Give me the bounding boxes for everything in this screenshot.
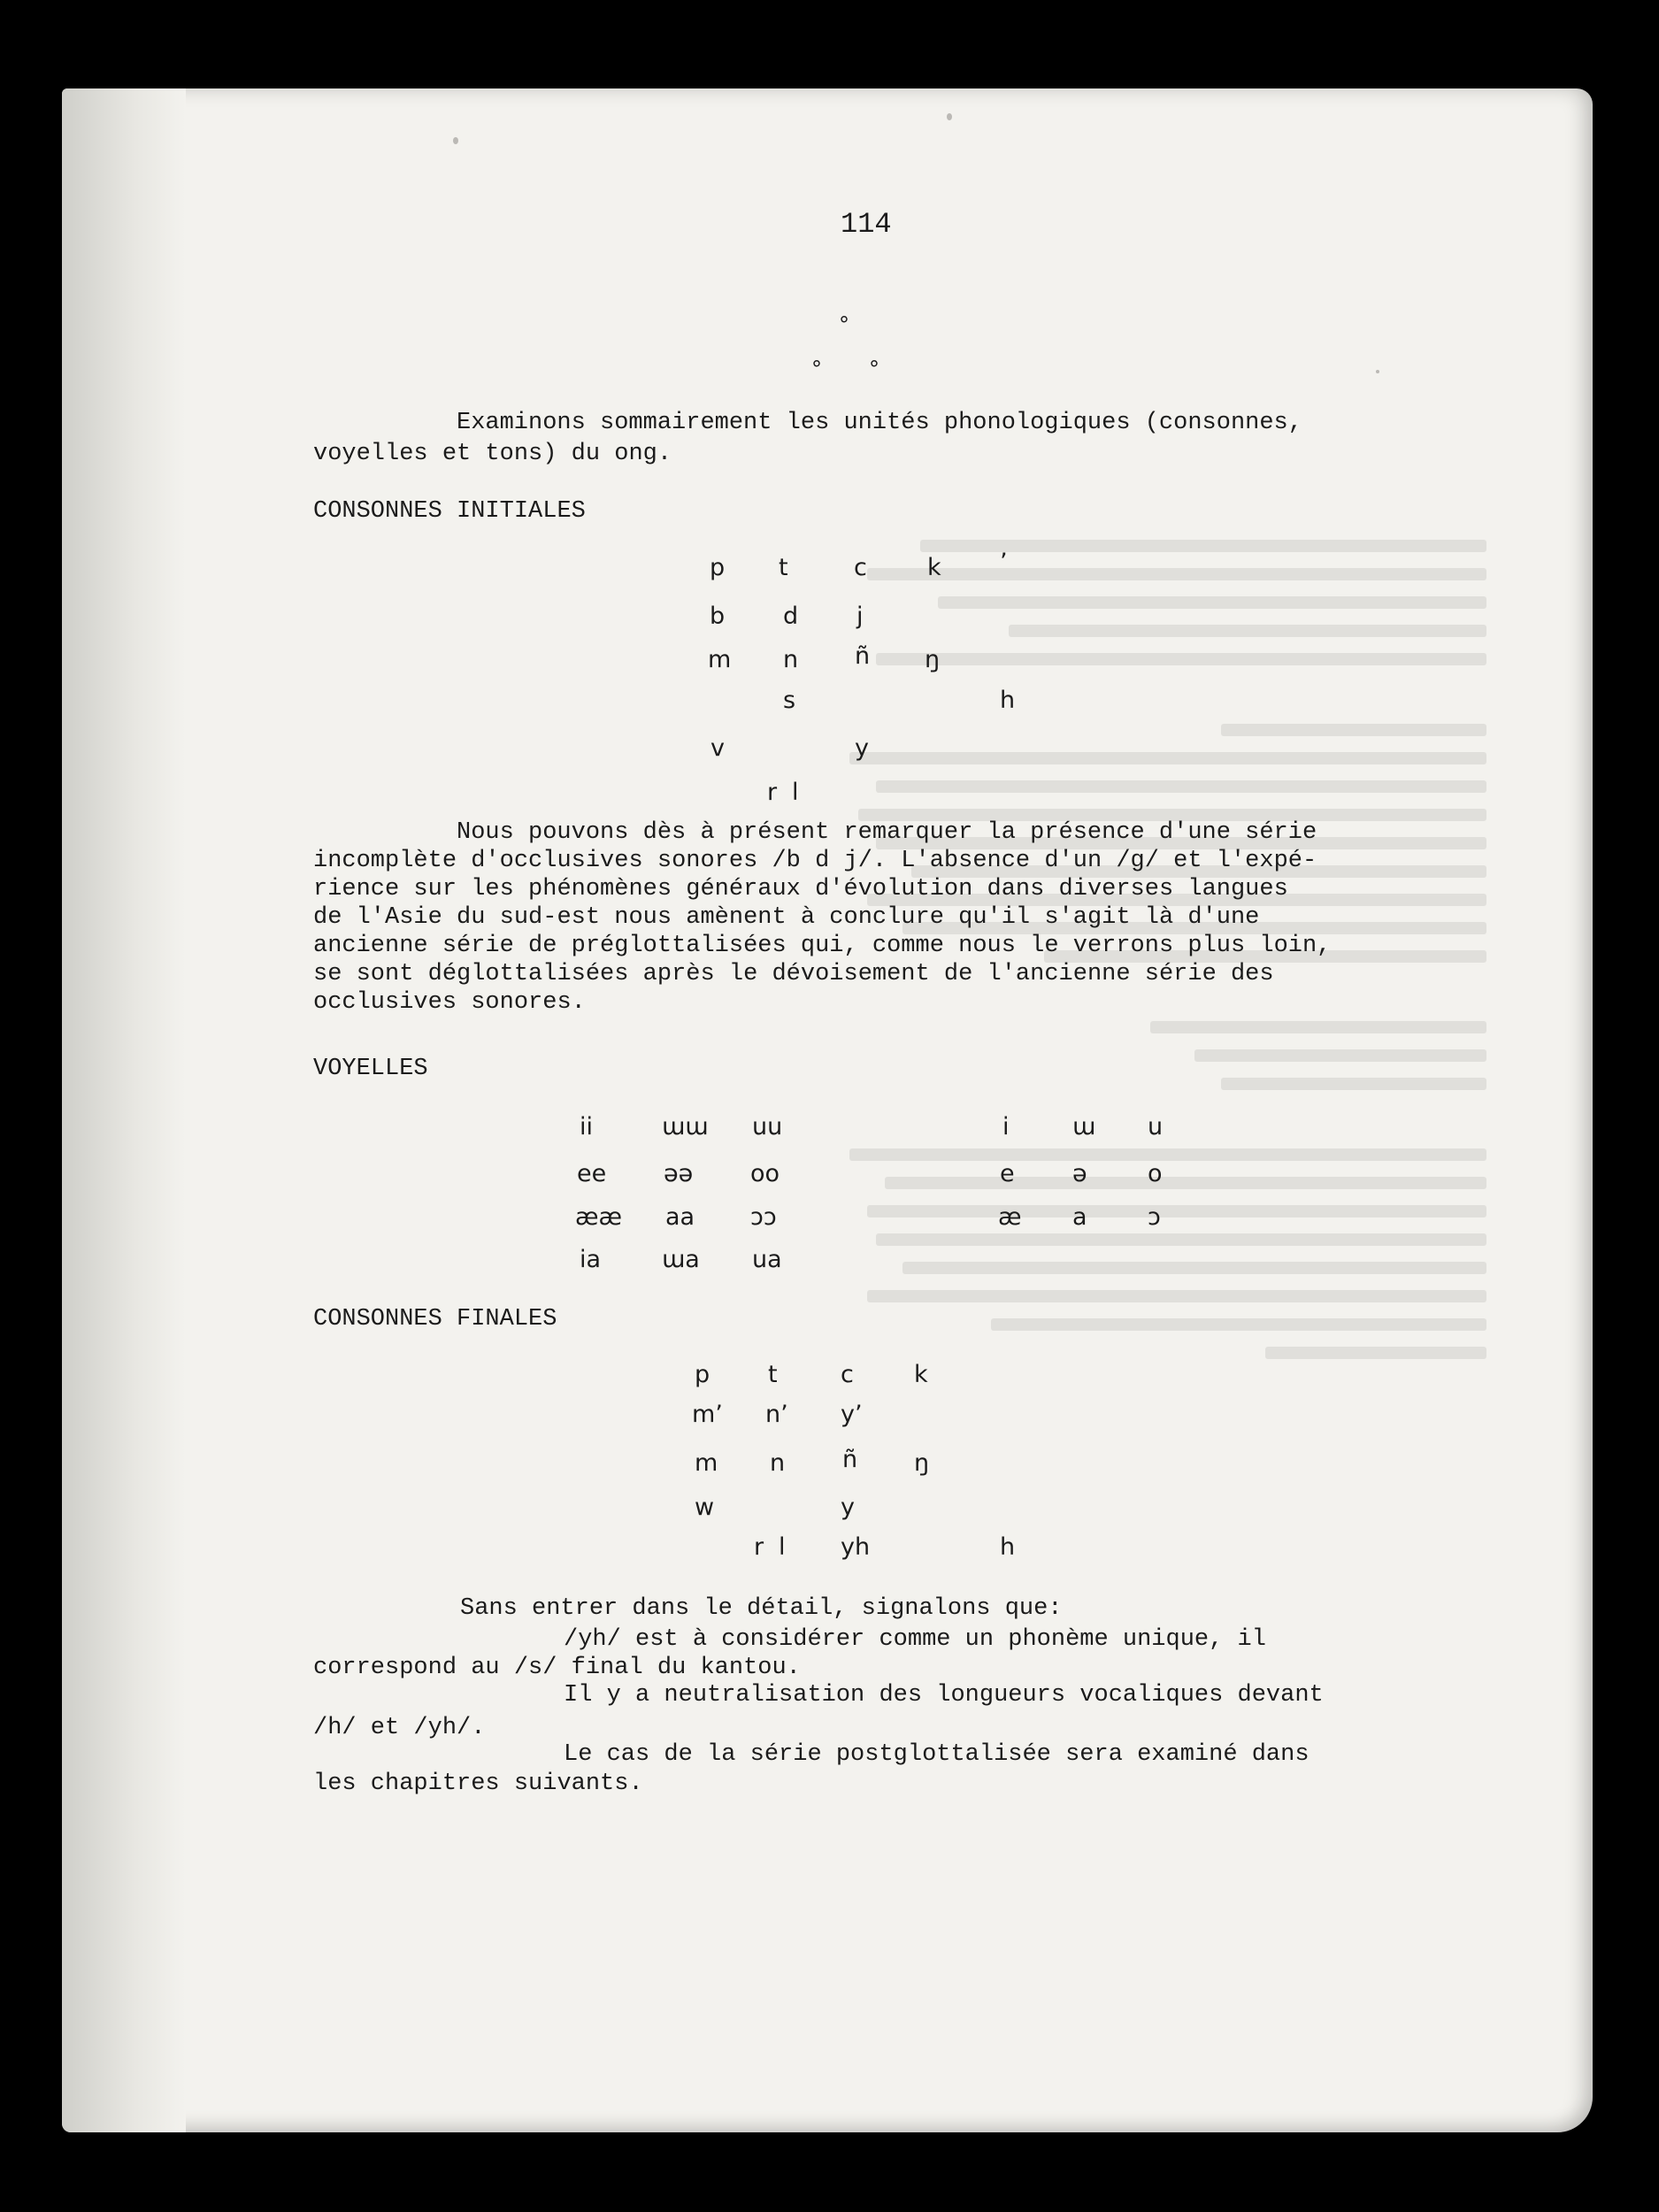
vowel-long: ææ [575, 1203, 623, 1231]
bleed-through-line [867, 568, 1486, 580]
discussion-line: Nous pouvons dès à présent remarquer la présence d'une série [457, 819, 1317, 846]
discussion-line: se sont déglottalisées après le dévoisement de l'ancienne série des [313, 961, 1274, 987]
bleed-through-line [1221, 1078, 1486, 1090]
vowel-long: ɯɯ [662, 1113, 709, 1141]
separator-dot: ° [869, 357, 879, 381]
intro-line-1: Examinons sommairement les unités phonologiques (consonnes, [457, 410, 1302, 436]
vowel-short: i [1002, 1113, 1010, 1141]
intro-line-2: voyelles et tons) du ong. [313, 441, 672, 467]
final-consonant-h: h [1000, 1533, 1016, 1561]
vowel-diphthong: ua [752, 1246, 782, 1273]
bleed-through-line [885, 1177, 1486, 1189]
vowel-long: aa [665, 1203, 695, 1231]
final-consonant-r: r [754, 1533, 764, 1561]
final-consonant-n: n [770, 1449, 786, 1477]
note-2-line-2: /h/ et /yh/. [313, 1715, 486, 1741]
final-consonant-n-tilde: ñ [842, 1446, 858, 1473]
initial-consonant-d: d [783, 603, 799, 630]
bleed-through-line [876, 653, 1486, 665]
dust-speck [1376, 370, 1379, 373]
vowel-long: ii [580, 1113, 594, 1141]
bleed-through-line [1221, 724, 1486, 736]
final-consonant-yh: yh [841, 1533, 871, 1561]
bleed-through-line [1009, 625, 1486, 637]
initial-consonant-j: j [856, 603, 864, 630]
vowel-long: ɔɔ [750, 1203, 777, 1231]
initial-consonant-h: h [1000, 687, 1016, 714]
dust-speck [947, 113, 952, 120]
bleed-through-line [876, 1233, 1486, 1246]
final-consonant-y-glottal: y’ [841, 1401, 863, 1428]
initial-consonant-b: b [710, 603, 726, 630]
final-consonant-eng: ŋ [914, 1449, 930, 1477]
initial-consonant-n-tilde: ñ [855, 642, 871, 670]
note-1-line-2: correspond au /s/ final du kantou. [313, 1655, 801, 1681]
separator-dot: ° [811, 357, 822, 381]
vowels-heading: VOYELLES [313, 1056, 428, 1082]
vowel-diphthong: ia [580, 1246, 602, 1273]
vowel-short: ə [1072, 1160, 1087, 1187]
final-consonant-p: p [695, 1361, 710, 1388]
bleed-through-line [867, 1205, 1486, 1217]
note-1-line-1: /yh/ est à considérer comme un phonème unique, il [564, 1626, 1266, 1653]
final-consonant-k: k [914, 1361, 928, 1388]
bleed-through-line [938, 596, 1486, 609]
bleed-through-line [867, 1290, 1486, 1302]
book-page [62, 88, 1593, 2132]
bleed-through-line [902, 1262, 1486, 1274]
discussion-line: ancienne série de préglottalisées qui, comme nous le verrons plus loin, [313, 933, 1332, 959]
vowel-short: e [1000, 1160, 1015, 1187]
note-3-line-2: les chapitres suivants. [313, 1770, 643, 1797]
bleed-through-line [991, 1318, 1486, 1331]
initial-consonant-glottal: ’ [1000, 549, 1008, 576]
bleed-through-text [708, 425, 1504, 2106]
vowel-short: ɯ [1072, 1113, 1096, 1141]
initial-consonant-k: k [927, 554, 941, 581]
vowel-long: oo [750, 1160, 780, 1187]
initial-consonant-t: t [779, 554, 788, 581]
initial-consonant-p: p [710, 554, 726, 581]
initial-consonant-y: y [855, 734, 869, 762]
final-consonant-t: t [768, 1361, 778, 1388]
initial-consonant-l: l [792, 779, 799, 806]
vowel-long: əə [664, 1160, 694, 1187]
vowel-long: ee [577, 1160, 607, 1187]
initial-consonant-m: m [708, 646, 732, 673]
dust-speck [453, 137, 458, 144]
bleed-through-line [849, 752, 1486, 764]
final-consonant-m: m [695, 1449, 718, 1477]
discussion-line: de l'Asie du sud-est nous amènent à conclure qu'il s'agit là d'une [313, 904, 1260, 931]
page-number: 114 [841, 208, 892, 241]
final-consonant-c: c [841, 1361, 854, 1388]
bleed-through-line [1265, 1347, 1486, 1359]
final-consonant-w: w [695, 1494, 715, 1521]
vowel-long: uu [752, 1113, 783, 1141]
vowel-short: ɔ [1148, 1203, 1161, 1231]
separator-dot: ° [839, 312, 849, 337]
vowel-short: o [1148, 1160, 1163, 1187]
initial-consonant-v: v [710, 734, 725, 762]
note-3-line-1: Le cas de la série postglottalisée sera examiné dans [564, 1741, 1310, 1768]
initial-consonant-eng: ŋ [925, 646, 941, 673]
initial-consonant-s: s [783, 687, 796, 714]
discussion-line: occlusives sonores. [313, 989, 586, 1016]
notes-intro: Sans entrer dans le détail, signalons que: [460, 1595, 1063, 1622]
final-consonant-m-glottal: m’ [692, 1401, 723, 1428]
final-consonant-l: l [779, 1533, 786, 1561]
final-consonants-heading: CONSONNES FINALES [313, 1306, 557, 1333]
final-consonant-n-glottal: n’ [765, 1401, 788, 1428]
vowel-short: a [1072, 1203, 1087, 1231]
bleed-through-line [876, 780, 1486, 793]
vowel-short: æ [998, 1203, 1022, 1231]
bleed-through-line [849, 1148, 1486, 1161]
bleed-through-line [1150, 1021, 1486, 1033]
bleed-through-line [1194, 1049, 1486, 1062]
vowel-diphthong: ɯa [662, 1246, 700, 1273]
discussion-line: rience sur les phénomènes généraux d'évolution dans diverses langues [313, 876, 1288, 902]
final-consonant-y: y [841, 1494, 855, 1521]
initial-consonant-c: c [854, 554, 867, 581]
initial-consonants-heading: CONSONNES INITIALES [313, 498, 586, 525]
discussion-line: incomplète d'occlusives sonores /b d j/. L'absence d'un /g/ et l'expé- [313, 848, 1317, 874]
note-2-line-1: Il y a neutralisation des longueurs vocaliques devant [564, 1682, 1324, 1709]
vowel-short: u [1148, 1113, 1164, 1141]
initial-consonant-n: n [783, 646, 799, 673]
initial-consonant-r: r [767, 779, 778, 806]
page-edge-stack [62, 88, 186, 2132]
